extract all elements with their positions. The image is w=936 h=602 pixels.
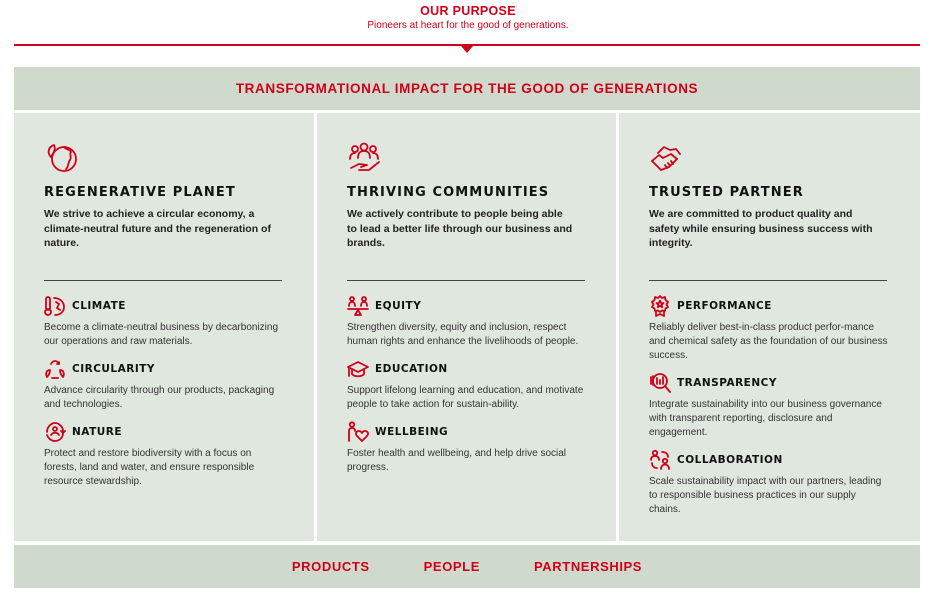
pillar-description: We are committed to product quality and safety while ensuring business success with integrity. xyxy=(649,208,873,249)
pillar-description: We strive to achieve a circular economy, a climate-neutral future and the regeneration of nature. xyxy=(44,208,271,249)
magnifier-chart-icon xyxy=(649,372,671,394)
item-title: EQUITY xyxy=(375,300,422,312)
list-item xyxy=(649,449,904,517)
people-exchange-icon xyxy=(649,449,671,471)
footer-products: PRODUCTS xyxy=(291,559,370,574)
divider xyxy=(347,280,585,281)
purpose-header xyxy=(0,4,936,32)
handshake-icon xyxy=(649,141,685,175)
pillar-items xyxy=(649,295,904,526)
item-description: Scale sustainability impact with our partners, leading to responsible business practices in our supply chains. xyxy=(649,476,882,515)
balance-people-icon xyxy=(347,295,369,317)
award-badge-icon xyxy=(649,295,671,317)
purpose-title: OUR PURPOSE xyxy=(420,4,516,18)
pillar-thriving-communities xyxy=(317,113,616,541)
list-item xyxy=(347,295,600,349)
pillar-regenerative-planet xyxy=(14,113,314,541)
item-title: WELLBEING xyxy=(375,426,449,438)
footer-banner xyxy=(14,545,920,588)
graduation-cap-icon xyxy=(347,358,369,380)
item-title: PERFORMANCE xyxy=(677,300,772,312)
item-description: Integrate sustainability into our business governance with transparent reporting, disclosure and engagement. xyxy=(649,399,882,438)
divider xyxy=(44,280,282,281)
pillar-items xyxy=(44,295,298,498)
pillar-trusted-partner xyxy=(619,113,920,541)
globe-leaf-icon xyxy=(44,141,80,175)
pillars xyxy=(14,113,920,541)
purpose-subtitle: Pioneers at heart for the good of generations. xyxy=(367,20,569,31)
thermometer-globe-icon xyxy=(44,295,66,317)
list-item xyxy=(44,421,298,489)
arrow-down-icon xyxy=(461,46,473,53)
item-title: EDUCATION xyxy=(375,363,448,375)
divider xyxy=(649,280,887,281)
item-title: CIRCULARITY xyxy=(72,363,156,375)
list-item xyxy=(347,421,600,475)
list-item xyxy=(44,295,298,349)
people-hand-icon xyxy=(347,141,383,175)
item-description: Protect and restore biodiversity with a focus on forests, land and water, and ensure responsible resource stewardship. xyxy=(44,448,255,487)
list-item xyxy=(649,295,904,363)
pillar-items xyxy=(347,295,600,484)
footer-people: PEOPLE xyxy=(423,559,480,574)
item-description: Foster health and wellbeing, and help drive social progress. xyxy=(347,448,567,473)
nature-cycle-icon xyxy=(44,421,66,443)
pillar-title: TRUSTED PARTNER xyxy=(649,185,804,200)
item-description: Support lifelong learning and education, and motivate people to take action for sustain-ability. xyxy=(347,385,584,410)
recycle-leaves-icon xyxy=(44,358,66,380)
item-description: Advance circularity through our products, packaging and technologies. xyxy=(44,385,275,410)
banner-title: TRANSFORMATIONAL IMPACT FOR THE GOOD OF GENERATIONS xyxy=(235,81,699,96)
impact-banner xyxy=(14,67,920,110)
item-title: CLIMATE xyxy=(72,300,126,312)
list-item xyxy=(347,358,600,412)
item-description: Become a climate-neutral business by decarbonizing our operations and raw materials. xyxy=(44,322,279,347)
pillar-description: We actively contribute to people being able to lead a better life through our business and brands. xyxy=(347,208,573,249)
item-description: Strengthen diversity, equity and inclusion, respect human rights and enhance the livelihoods of people. xyxy=(347,322,579,347)
person-heart-icon xyxy=(347,421,369,443)
pillar-title: REGENERATIVE PLANET xyxy=(44,185,236,200)
pillar-title: THRIVING COMMUNITIES xyxy=(347,185,550,200)
footer-partnerships: PARTNERSHIPS xyxy=(534,559,643,574)
item-title: COLLABORATION xyxy=(677,454,783,466)
list-item xyxy=(44,358,298,412)
item-title: NATURE xyxy=(72,426,123,438)
item-title: TRANSPARENCY xyxy=(677,377,777,389)
item-description: Reliably deliver best-in-class product perfor-mance and chemical safety as the foundation of our business success. xyxy=(649,322,888,361)
list-item xyxy=(649,372,904,440)
